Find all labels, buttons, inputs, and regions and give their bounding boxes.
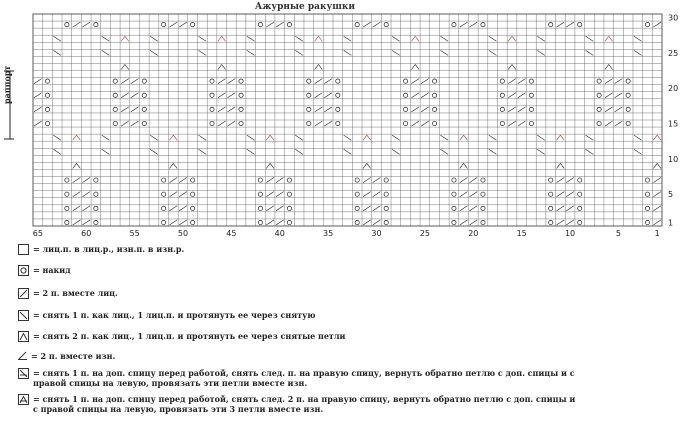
column-number-label: 60 [81, 229, 92, 238]
column-number-label: 15 [516, 229, 527, 238]
column-number-label: 45 [226, 229, 237, 238]
cross-two-purl-icon [18, 368, 29, 379]
legend-text: = снять 1 п. на доп. спицу перед работой, снять след. п. на правую спицу, вернуть обратно петлю с доп. спицы и с правой спицы на левую, провязать эти петли вместе изн. [33, 368, 575, 388]
blank-square-icon [18, 244, 29, 255]
legend-text: = 2 п. вместе изн. [31, 351, 116, 361]
column-number-label: 35 [323, 229, 334, 238]
row-number-label: 25 [668, 48, 679, 58]
legend-text: = лиц.п. в лиц.р., изн.п. в изн.р. [33, 244, 185, 254]
legend-item-p2tog [18, 351, 578, 361]
legend-text: = снять 2 п. как лиц., 1 лиц.п. и протянуть ее через снятые петли [33, 331, 346, 341]
p2tog-icon [18, 351, 27, 360]
legend-item-cable3 [18, 394, 578, 414]
legend-item-blank [18, 244, 578, 255]
legend-item-skp [18, 310, 578, 321]
row-number-label: 15 [668, 119, 679, 129]
column-number-label: 5 [615, 229, 622, 238]
rapport-label: раппорт [2, 65, 12, 104]
column-number-label: 40 [274, 229, 285, 238]
cross-three-purl-icon [18, 394, 29, 405]
yarn-over-icon [18, 265, 29, 276]
column-number-label: 1 [654, 229, 660, 238]
legend-text: = накид [33, 265, 71, 275]
column-number-label: 20 [468, 229, 479, 238]
column-number-label: 65 [32, 229, 43, 238]
column-number-label: 50 [177, 229, 189, 238]
legend-text: = снять 1 п. на доп. спицу перед работой, снять след. 2 п. на правую спицу, вернуть обратно петлю с доп. спицы и с правой спицы на левую, провязать эти 3 петли вместе изн. [33, 394, 576, 414]
skp-icon [18, 310, 29, 321]
legend-item-yo [18, 265, 578, 276]
column-number-label: 55 [129, 229, 140, 238]
legend-item-k2tog [18, 288, 578, 299]
row-number-label: 1 [668, 218, 674, 228]
row-number-label: 10 [668, 154, 679, 164]
legend-text: = снять 1 п. как лиц., 1 лиц.п. и протянуть ее через снятую [33, 310, 316, 320]
row-number-label: 20 [668, 84, 679, 94]
row-number-label: 30 [668, 13, 679, 23]
row-number-label: 5 [668, 190, 674, 200]
column-number-label: 30 [371, 229, 382, 238]
legend-item-sk2p [18, 331, 578, 342]
chart-title: Ажурные ракушки [254, 2, 356, 12]
column-number-label: 10 [564, 229, 576, 238]
k2tog-icon [18, 288, 29, 299]
column-number-label: 25 [419, 229, 431, 238]
legend-item-cable2 [18, 368, 578, 388]
sk2p-icon [18, 331, 29, 342]
legend-text: = 2 п. вместе лиц. [33, 288, 118, 298]
